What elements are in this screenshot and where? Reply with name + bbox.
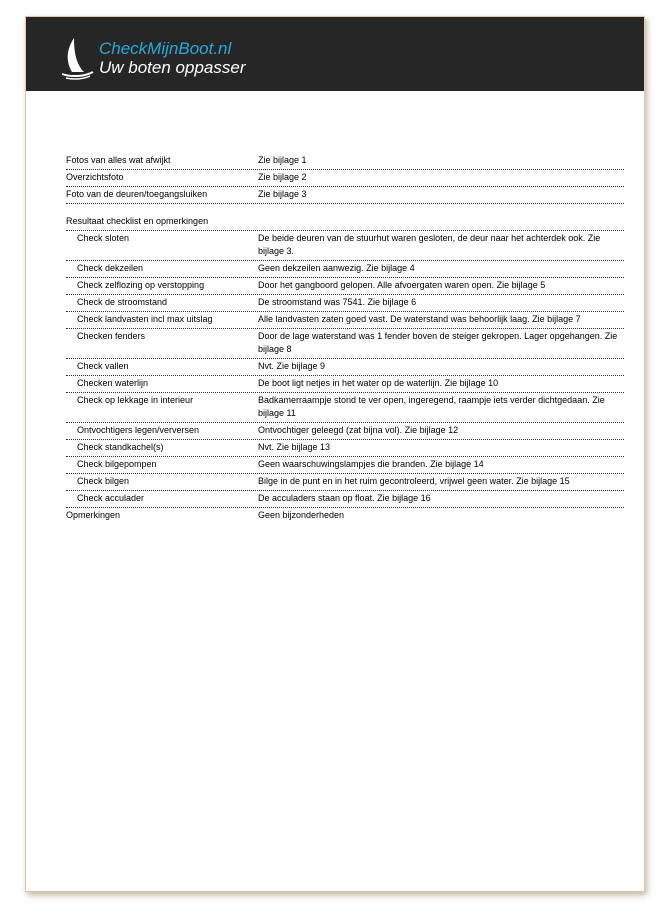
row-value: Zie bijlage 2 bbox=[258, 172, 307, 182]
row-value: Nvt. Zie bijlage 9 bbox=[258, 361, 326, 371]
row-label: Check bilgen bbox=[77, 476, 130, 486]
row-label: Check dekzeilen bbox=[77, 263, 144, 273]
row-value: Door het gangboord gelopen. Alle afvoergaten waren open. Zie bijlage 5 bbox=[258, 280, 546, 290]
page-header bbox=[26, 17, 644, 91]
row-value: Door de lage waterstand was 1 fender boven de steiger gekropen. Lager opgehangen. Zie bijlage 8 bbox=[258, 331, 618, 354]
row-label: Check de stroomstand bbox=[77, 297, 168, 307]
table-row bbox=[66, 359, 624, 376]
document-page bbox=[25, 16, 645, 892]
row-label: Check op lekkage in interieur bbox=[77, 395, 194, 405]
table-row bbox=[66, 170, 624, 187]
table-row bbox=[66, 278, 624, 295]
table-row bbox=[66, 261, 624, 278]
table-row bbox=[66, 393, 624, 423]
table-row bbox=[66, 153, 624, 170]
brand-tagline: Uw boten oppasser bbox=[99, 58, 246, 77]
table-row bbox=[66, 474, 624, 491]
table-row bbox=[66, 440, 624, 457]
row-value: Zie bijlage 3 bbox=[258, 189, 307, 199]
row-value: Geen bijzonderheden bbox=[258, 510, 345, 520]
table-row bbox=[66, 329, 624, 359]
row-label: Check vallen bbox=[77, 361, 129, 371]
table-row bbox=[66, 231, 624, 261]
table-row bbox=[66, 491, 624, 508]
table-row bbox=[66, 295, 624, 312]
row-label: Checken waterlijn bbox=[77, 378, 149, 388]
row-label: Check zelflozing op verstopping bbox=[77, 280, 205, 290]
row-value: De beide deuren van de stuurhut waren gesloten, de deur naar het achterdek ook. Zie bijlage 3. bbox=[258, 233, 601, 256]
row-label: Check sloten bbox=[77, 233, 130, 243]
row-value: De acculaders staan op float. Zie bijlage 16 bbox=[258, 493, 431, 503]
row-value: De boot ligt netjes in het water op de waterlijn. Zie bijlage 10 bbox=[258, 378, 499, 388]
brand-title: CheckMijnBoot.nl bbox=[99, 39, 232, 58]
row-value: Nvt. Zie bijlage 13 bbox=[258, 442, 331, 452]
spacer bbox=[66, 204, 624, 214]
row-label: Fotos van alles wat afwijkt bbox=[66, 155, 171, 165]
row-label: Check standkachel(s) bbox=[77, 442, 164, 452]
table-row bbox=[66, 376, 624, 393]
row-label: Check landvasten incl max uitslag bbox=[77, 314, 213, 324]
remarks-row bbox=[66, 508, 624, 524]
row-label: Overzichtsfoto bbox=[66, 172, 124, 182]
row-label: Foto van de deuren/toegangsluiken bbox=[66, 189, 208, 199]
row-value: Alle landvasten zaten goed vast. De waterstand was behoorlijk laag. Zie bijlage 7 bbox=[258, 314, 581, 324]
table-row bbox=[66, 312, 624, 329]
row-label: Check acculader bbox=[77, 493, 145, 503]
row-label: Ontvochtigers legen/verversen bbox=[77, 425, 200, 435]
table-row bbox=[66, 457, 624, 474]
row-label: Opmerkingen bbox=[66, 510, 121, 520]
report-table bbox=[66, 153, 624, 524]
row-value: Badkamerraampje stond te ver open, ingeregend, raampje iets verder dichtgedaan. Zie bijlage 11 bbox=[258, 395, 605, 418]
table-row bbox=[66, 187, 624, 204]
row-label: Check bilgepompen bbox=[77, 459, 157, 469]
row-value: Geen dekzeilen aanwezig. Zie bijlage 4 bbox=[258, 263, 415, 273]
row-value: Zie bijlage 1 bbox=[258, 155, 307, 165]
row-value: Geen waarschuwingslampjes die branden. Zie bijlage 14 bbox=[258, 459, 484, 469]
sailboat-icon bbox=[60, 36, 94, 80]
section-title: Resultaat checklist en opmerkingen bbox=[66, 214, 624, 231]
table-row bbox=[66, 423, 624, 440]
row-value: Ontvochtiger geleegd (zat bijna vol). Zie bijlage 12 bbox=[258, 425, 459, 435]
row-value: De stroomstand was 7541. Zie bijlage 6 bbox=[258, 297, 417, 307]
row-label: Checken fenders bbox=[77, 331, 146, 341]
row-value: Bilge in de punt en in het ruim gecontroleerd, vrijwel geen water. Zie bijlage 15 bbox=[258, 476, 570, 486]
